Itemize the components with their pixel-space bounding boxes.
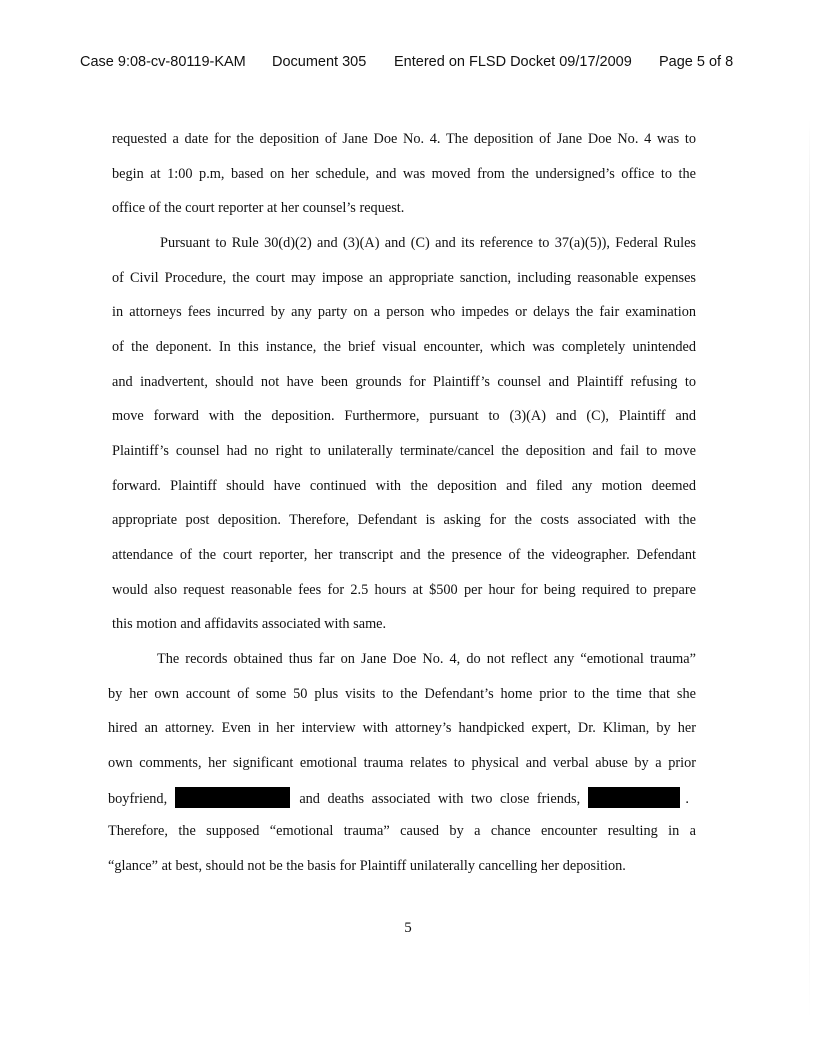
body-line: requested a date for the deposition of Jane Doe No. 4. The deposition of Jane Doe No. 4 was to <box>112 131 696 147</box>
body-line: would also request reasonable fees for 2.5 hours at $500 per hour for being required to prepare <box>112 582 696 598</box>
body-line: of the deponent. In this instance, the brief visual encounter, which was completely unintended <box>112 339 696 355</box>
docket-entry: Entered on FLSD Docket 09/17/2009 <box>394 54 632 70</box>
body-line: of Civil Procedure, the court may impose an appropriate sanction, including reasonable expenses <box>112 270 696 286</box>
body-line: forward. Plaintiff should have continued with the deposition and filed any motion deemed <box>112 478 696 494</box>
redaction-block <box>175 787 290 808</box>
body-line: move forward with the deposition. Furthermore, pursuant to (3)(A) and (C), Plaintiff and <box>112 408 696 424</box>
body-line: hired an attorney. Even in her interview with attorney’s handpicked expert, Dr. Kliman, by her <box>108 720 696 736</box>
body-text: . <box>685 791 689 807</box>
body-line: Pursuant to Rule 30(d)(2) and (3)(A) and (C) and its reference to 37(a)(5)), Federal Rules <box>160 235 696 251</box>
document-number: Document 305 <box>272 54 367 70</box>
body-line: this motion and affidavits associated with same. <box>112 616 387 632</box>
body-line: attendance of the court reporter, her transcript and the presence of the videographer. Defendant <box>112 547 696 563</box>
body-line: office of the court reporter at her counsel’s request. <box>112 200 405 216</box>
body-text: and deaths associated with two close friends, <box>299 791 581 807</box>
body-line: “glance” at best, should not be the basis for Plaintiff unilaterally cancelling her deposition. <box>108 858 626 874</box>
redaction-block <box>588 787 680 808</box>
body-line: Plaintiff’s counsel had no right to unilaterally terminate/cancel the deposition and fail to move <box>112 443 696 459</box>
body-line: in attorneys fees incurred by any party on a person who impedes or delays the fair examination <box>112 304 696 320</box>
redacted-line <box>108 787 696 809</box>
body-line: by her own account of some 50 plus visits to the Defendant’s home prior to the time that she <box>108 686 696 702</box>
scan-edge <box>809 120 810 1020</box>
case-number: Case 9:08-cv-80119-KAM <box>80 54 246 70</box>
body-line: own comments, her significant emotional trauma relates to physical and verbal abuse by a prior <box>108 755 696 771</box>
page-number: 5 <box>404 920 412 936</box>
body-line: and inadvertent, should not have been grounds for Plaintiff’s counsel and Plaintiff refusing to <box>112 374 696 390</box>
page-of-total: Page 5 of 8 <box>659 54 734 70</box>
body-line: The records obtained thus far on Jane Doe No. 4, do not reflect any “emotional trauma” <box>157 651 696 667</box>
body-line: begin at 1:00 p.m, based on her schedule, and was moved from the undersigned’s office to the <box>112 166 696 182</box>
body-text: boyfriend, <box>108 791 168 807</box>
body-line: appropriate post deposition. Therefore, Defendant is asking for the costs associated with the <box>112 512 696 528</box>
body-line: Therefore, the supposed “emotional trauma” caused by a chance encounter resulting in a <box>108 823 696 839</box>
